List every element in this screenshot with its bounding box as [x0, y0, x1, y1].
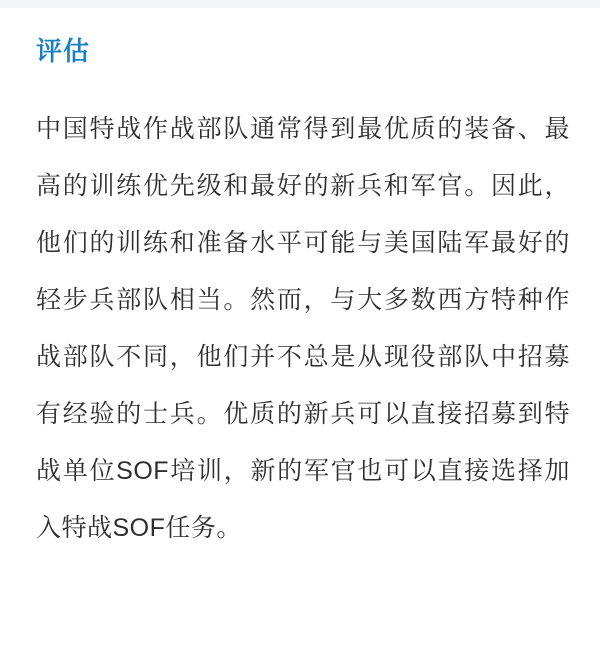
section-heading: 评估 — [36, 36, 91, 66]
top-divider-strip — [0, 0, 600, 8]
article-paragraph: 中国特战作战部队通常得到最优质的装备、最高的训练优先级和最好的新兵和军官。因此，他们的训练和准备水平可能与美国陆军最好的轻步兵部队相当。然而，与大多数西方特种作战部队不同，他们并不总是从现役部队中招募有经验的士兵。优质的新兵可以直接招募到特战单位SOF培训，新的军官也可以直接选择加入特战SOF任务。 — [36, 115, 570, 543]
article-content — [0, 8, 600, 655]
